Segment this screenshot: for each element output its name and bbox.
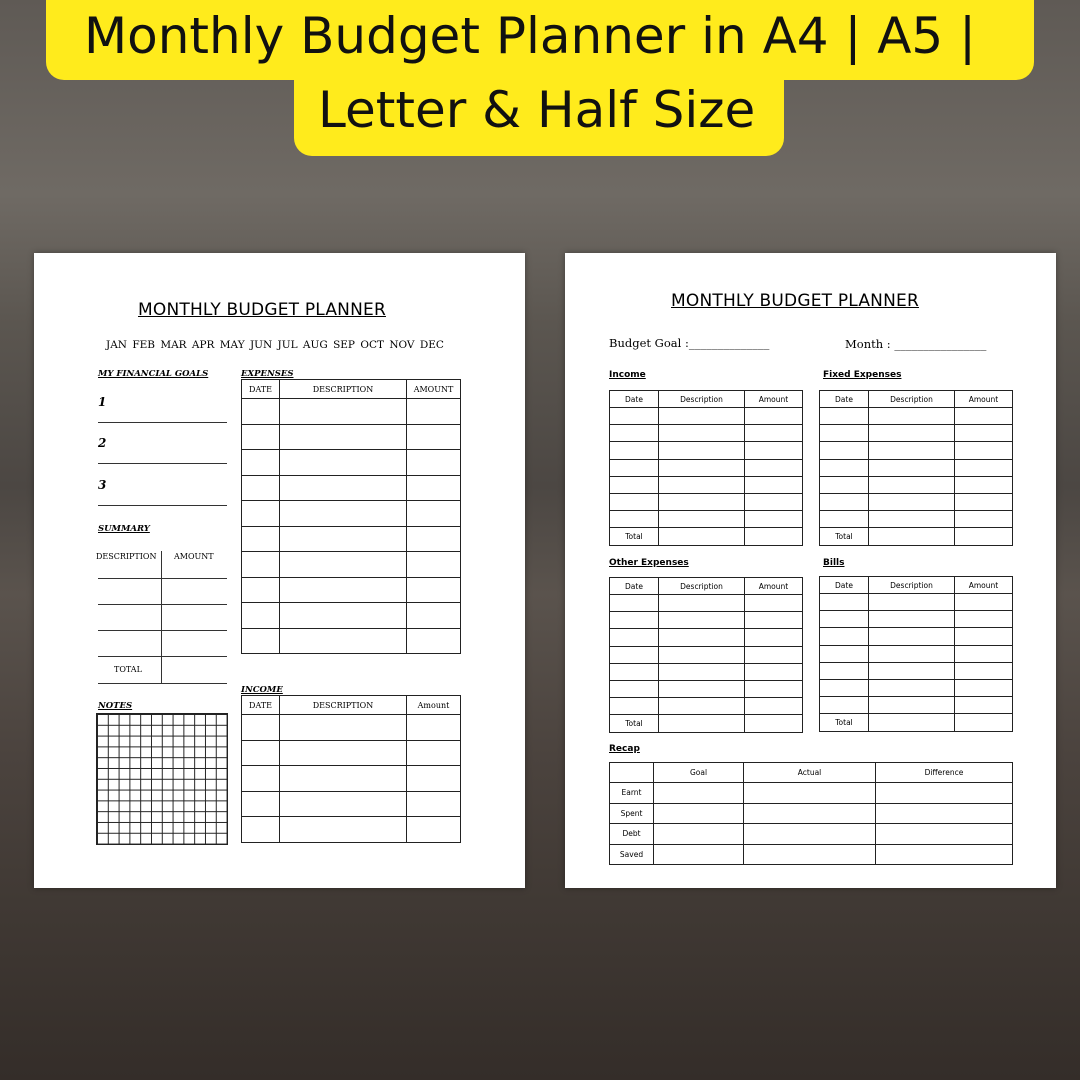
amount-header: Amount (745, 391, 803, 408)
table-row[interactable] (820, 628, 1013, 645)
left-page-title: MONTHLY BUDGET PLANNER (138, 300, 386, 320)
summary-divider (161, 551, 162, 683)
table-row[interactable] (820, 476, 1013, 493)
other-expenses-table (609, 577, 803, 733)
financial-goals-label: MY FINANCIAL GOALS (98, 369, 209, 379)
total-label: Total (610, 715, 659, 732)
summary-label: SUMMARY (98, 524, 150, 534)
expenses-label: EXPENSES (241, 369, 294, 379)
table-row[interactable] (242, 817, 461, 843)
fixed-expenses-section-label: Fixed Expenses (823, 370, 902, 380)
recap-row-label: Saved (610, 844, 654, 865)
table-row[interactable] (610, 476, 803, 493)
table-row[interactable] (820, 493, 1013, 510)
total-row[interactable] (820, 528, 1013, 545)
table-row[interactable] (610, 629, 803, 646)
summary-line (98, 578, 227, 579)
table-row[interactable] (610, 493, 803, 510)
description-header: Description (659, 578, 745, 595)
recap-table (609, 762, 1013, 865)
income-date-header: DATE (242, 696, 280, 715)
income-table (609, 390, 803, 546)
table-row[interactable] (242, 526, 461, 552)
description-header: Description (659, 391, 745, 408)
income-description-header: DESCRIPTION (280, 696, 407, 715)
recap-actual-header: Actual (744, 763, 876, 783)
date-header: Date (610, 578, 659, 595)
recap-row-label: Debt (610, 824, 654, 845)
summary-description-header: DESCRIPTION (96, 552, 157, 561)
table-row[interactable] (242, 628, 461, 654)
table-row[interactable] (820, 459, 1013, 476)
summary-line (98, 630, 227, 631)
date-header: Date (610, 391, 659, 408)
amount-header: Amount (955, 577, 1013, 594)
fixed-expenses-table (819, 390, 1013, 546)
goal-number: 1 (98, 395, 107, 409)
goal-number: 2 (98, 436, 107, 450)
description-header: Description (869, 391, 955, 408)
total-label: Total (820, 528, 869, 545)
table-row[interactable] (820, 594, 1013, 611)
table-row[interactable] (820, 662, 1013, 679)
title-banner-line2 (294, 72, 784, 156)
table-row[interactable] (820, 697, 1013, 714)
table-row[interactable] (242, 603, 461, 629)
expenses-amount-header: AMOUNT (407, 380, 461, 399)
bills-section-label: Bills (823, 558, 845, 568)
table-row[interactable] (820, 408, 1013, 425)
date-header: Date (820, 577, 869, 594)
table-row[interactable] (242, 715, 461, 741)
table-row[interactable] (820, 442, 1013, 459)
right-planner-page (565, 253, 1056, 888)
table-row[interactable] (610, 425, 803, 442)
notes-label: NOTES (98, 701, 133, 711)
budget-goal-field[interactable]: Budget Goal :______________ (609, 336, 770, 350)
table-row[interactable] (242, 791, 461, 817)
amount-header: Amount (955, 391, 1013, 408)
recap-row[interactable] (610, 824, 1013, 845)
table-row[interactable] (610, 646, 803, 663)
recap-row-label: Spent (610, 803, 654, 824)
recap-goal-header: Goal (654, 763, 744, 783)
table-row[interactable] (242, 740, 461, 766)
total-row[interactable] (610, 528, 803, 545)
month-field[interactable]: Month : ________________ (845, 337, 987, 351)
banner-line2-text: Letter & Half Size (318, 81, 756, 139)
income-section-label: Income (609, 370, 646, 380)
total-label: Total (820, 714, 869, 731)
left-planner-page (34, 253, 525, 888)
recap-section-label: Recap (609, 744, 640, 754)
income-label: INCOME (241, 685, 283, 695)
banner-line1-text: Monthly Budget Planner in A4 | A5 | (84, 7, 976, 65)
table-row[interactable] (242, 475, 461, 501)
goal-line (98, 505, 227, 506)
table-row[interactable] (610, 698, 803, 715)
table-row[interactable] (820, 425, 1013, 442)
goal-number: 3 (98, 478, 107, 492)
goal-line (98, 463, 227, 464)
table-row[interactable] (242, 399, 461, 425)
expenses-description-header: DESCRIPTION (280, 380, 407, 399)
income-amount-header: Amount (407, 696, 461, 715)
summary-amount-header: AMOUNT (174, 552, 214, 561)
recap-row[interactable] (610, 844, 1013, 865)
summary-line (98, 656, 227, 657)
table-row[interactable] (610, 663, 803, 680)
recap-row[interactable] (610, 783, 1013, 804)
table-row[interactable] (820, 679, 1013, 696)
table-row[interactable] (242, 766, 461, 792)
summary-line (98, 604, 227, 605)
table-row[interactable] (610, 459, 803, 476)
title-banner-line1 (46, 0, 1034, 80)
total-label: Total (610, 528, 659, 545)
table-row[interactable] (610, 442, 803, 459)
income-table (241, 695, 461, 843)
total-row[interactable] (820, 714, 1013, 731)
other-expenses-section-label: Other Expenses (609, 558, 689, 568)
table-row[interactable] (610, 595, 803, 612)
table-row[interactable] (610, 612, 803, 629)
date-header: Date (820, 391, 869, 408)
table-row[interactable] (610, 511, 803, 528)
goal-line (98, 422, 227, 423)
amount-header: Amount (745, 578, 803, 595)
table-row[interactable] (242, 552, 461, 578)
right-page-title: MONTHLY BUDGET PLANNER (671, 291, 919, 311)
table-row[interactable] (610, 680, 803, 697)
expenses-table (241, 379, 461, 654)
recap-difference-header: Difference (876, 763, 1013, 783)
recap-row[interactable] (610, 803, 1013, 824)
total-row[interactable] (610, 715, 803, 732)
table-row[interactable] (820, 511, 1013, 528)
table-row[interactable] (242, 450, 461, 476)
summary-line (98, 683, 227, 684)
table-row[interactable] (820, 611, 1013, 628)
months-row: JAN FEB MAR APR MAY JUN JUL AUG SEP OCT NOV DEC (106, 339, 444, 351)
summary-total-label: TOTAL (114, 665, 142, 674)
table-row[interactable] (242, 501, 461, 527)
table-row[interactable] (242, 577, 461, 603)
notes-grid[interactable] (96, 713, 228, 845)
description-header: Description (869, 577, 955, 594)
table-row[interactable] (242, 424, 461, 450)
bills-table (819, 576, 1013, 732)
table-row[interactable] (820, 645, 1013, 662)
table-row[interactable] (610, 408, 803, 425)
expenses-date-header: DATE (242, 380, 280, 399)
recap-row-label: Earnt (610, 783, 654, 804)
